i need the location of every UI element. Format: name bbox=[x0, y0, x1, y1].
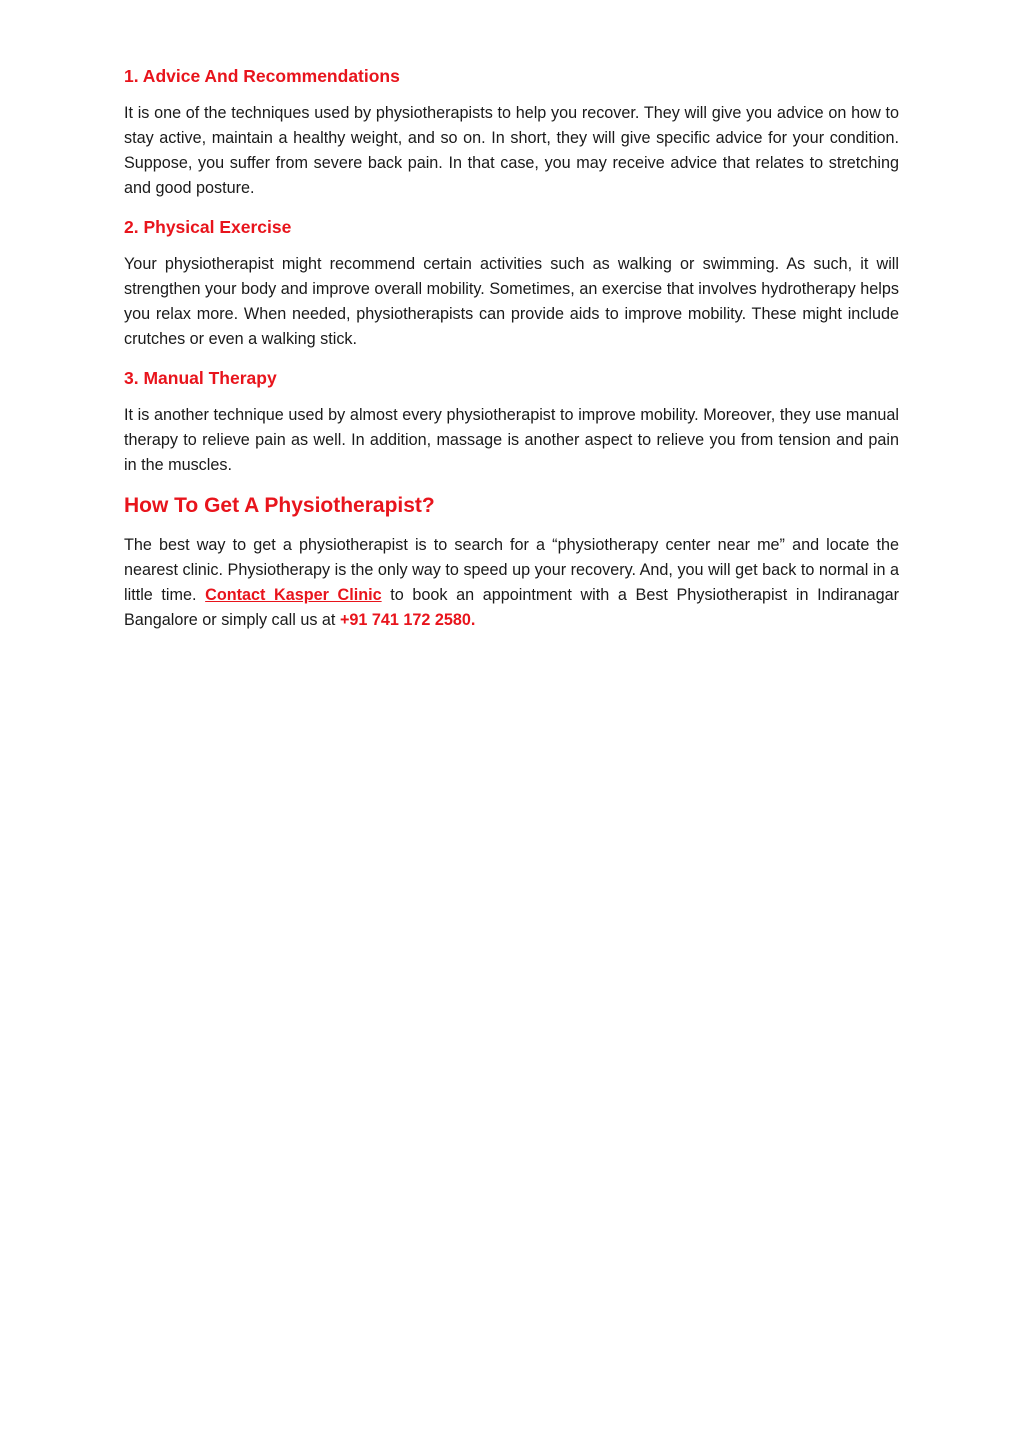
phone-number: +91 741 172 2580. bbox=[339, 611, 476, 629]
how-to-text-before-link: The best way to get a physiotherapist is to search for a “physiotherapy center near me” and locate the nearest clinic. Physiotherapy is the only way to speed up your recovery. And, you will get back to normal in a little time. bbox=[124, 536, 899, 604]
section-body-advice: It is one of the techniques used by physiotherapists to help you recover. They will give you advice on how to stay active, maintain a healthy weight, and so on. In short, they will give specific advice for your condition. Suppose, you suffer from severe back pain. In that case, you may receive advice that relates to stretching and good posture. bbox=[124, 104, 899, 197]
document-page bbox=[124, 60, 899, 646]
section-body-manual-therapy: It is another technique used by almost every physiotherapist to improve mobility. Moreover, they use manual therapy to relieve pain as well. In addition, massage is another aspect to relieve you from tension and pain in the muscles. bbox=[124, 406, 899, 474]
contact-kasper-clinic-link[interactable]: Contact Kasper Clinic bbox=[205, 586, 382, 604]
section-body-physical-exercise: Your physiotherapist might recommend certain activities such as walking or swimming. As such, it will strengthen your body and improve overall mobility. Sometimes, an exercise that involves hydrotherapy helps you relax more. When needed, physiotherapists can provide aids to improve mobility. These might include crutches or even a walking stick. bbox=[124, 255, 899, 348]
how-to-body bbox=[124, 533, 899, 633]
section-heading-manual-therapy: 3. Manual Therapy bbox=[124, 368, 277, 388]
section-heading-physical-exercise: 2. Physical Exercise bbox=[124, 217, 292, 237]
section-heading-advice: 1. Advice And Recommendations bbox=[124, 66, 400, 86]
how-to-heading: How To Get A Physiotherapist? bbox=[124, 494, 435, 517]
how-to-text-after-link: to book an appointment with a Best Physiotherapist in Indiranagar Bangalore or simply call us at bbox=[124, 586, 899, 629]
